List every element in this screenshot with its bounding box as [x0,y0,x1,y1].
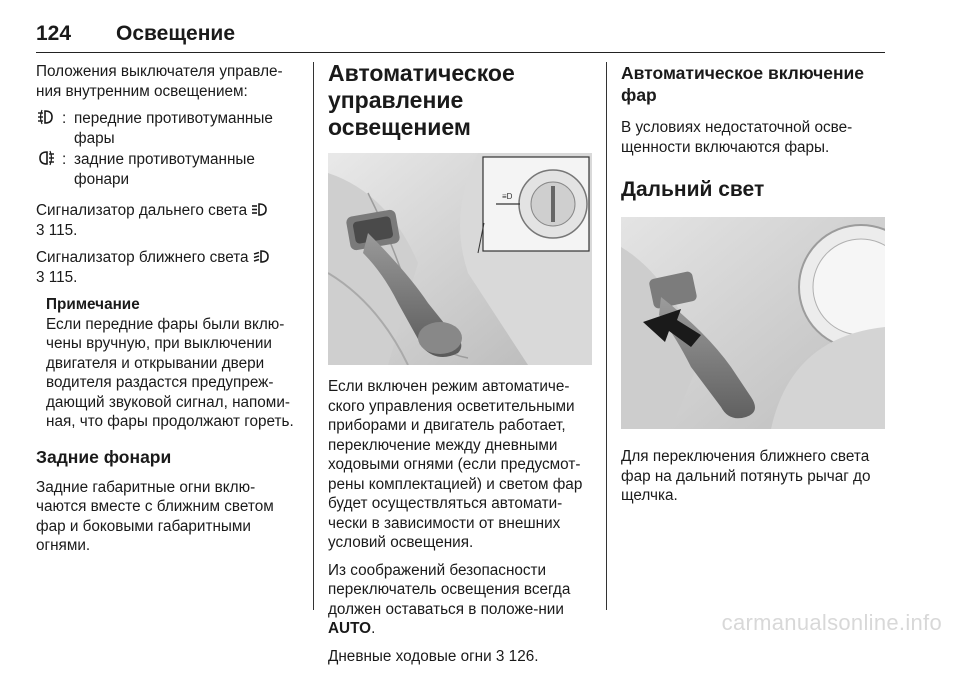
light-switch-illustration [328,153,592,365]
high-beam-reference: Сигнализатор дальнего света 3 115. [36,201,298,240]
svg-text:≡D: ≡D [502,192,513,201]
high-beam-page-ref[interactable]: 3 115. [36,221,78,239]
column-divider [313,62,314,610]
rear-lights-text: Задние габаритные огни вклю-чаются вместе с ближним светом фар и боковыми габаритными огнями. [36,478,274,554]
watermark: carmanualsonline.info [721,610,942,635]
low-beam-page-ref[interactable]: 3 115. [36,268,78,286]
front-fog-label: передние противотуманные фары [74,110,273,147]
auto-headlights-heading: Автоматическое включение фар [621,63,865,105]
auto-headlights-text: В условиях недостаточной осве-щенности включаются фары. [621,119,853,156]
column-divider [606,62,607,610]
high-beam-text: Для переключения ближнего света фар на дальний потянуть рычаг до щелчка. [621,448,871,504]
column-right [621,62,887,514]
column-left [36,62,298,564]
page-number: 124 [36,22,72,45]
front-fog-light-icon [36,109,62,131]
rear-fog-label: задние противотуманные фонари [74,151,255,188]
page-title: Освещение [116,22,235,45]
rear-lights-heading: Задние фонари [36,446,172,467]
daytime-lights-reference[interactable]: Дневные ходовые огни 3 126. [328,647,539,665]
high-beam-lever-illustration [621,217,885,429]
column-middle [328,62,594,674]
note-text: Если передние фары были вклю-чены вручную, при выключении двигателя и открывании двери водителя раздастся предупреж-дающий звуковой сигнал, напоми-ная, что фары продолжают гореть. [46,315,294,430]
low-beam-icon [253,249,271,266]
rear-fog-light-icon [36,150,62,172]
note-box [46,295,298,432]
high-beam-icon [251,202,269,219]
page-header [36,20,885,53]
auto-light-text-1: Если включен режим автоматиче-ского управления осветительными приборами и двигатель работает, переключение между дневными ходовыми огнями (если предусмот-рены комплектацией) и светом фар будет осуществляться автомати-чески в зависимости от внешних условий освещения. [328,378,583,551]
icon-row-front-fog: : передние противотуманные фары [36,109,298,148]
low-beam-reference: Сигнализатор ближнего света 3 115. [36,248,298,287]
auto-light-heading: Автоматическое управление освещением [328,60,515,140]
icon-row-rear-fog: : задние противотуманные фонари [36,150,298,189]
auto-mode-label: AUTO [328,620,372,637]
note-title: Примечание [46,296,140,313]
auto-light-text-2: Из соображений безопасности переключатель освещения всегда должен оставаться в положе-нии AUTO. [328,561,571,637]
intro-text: Положения выключателя управле-ния внутренним освещением: [36,63,283,100]
high-beam-heading: Дальний свет [621,178,765,201]
